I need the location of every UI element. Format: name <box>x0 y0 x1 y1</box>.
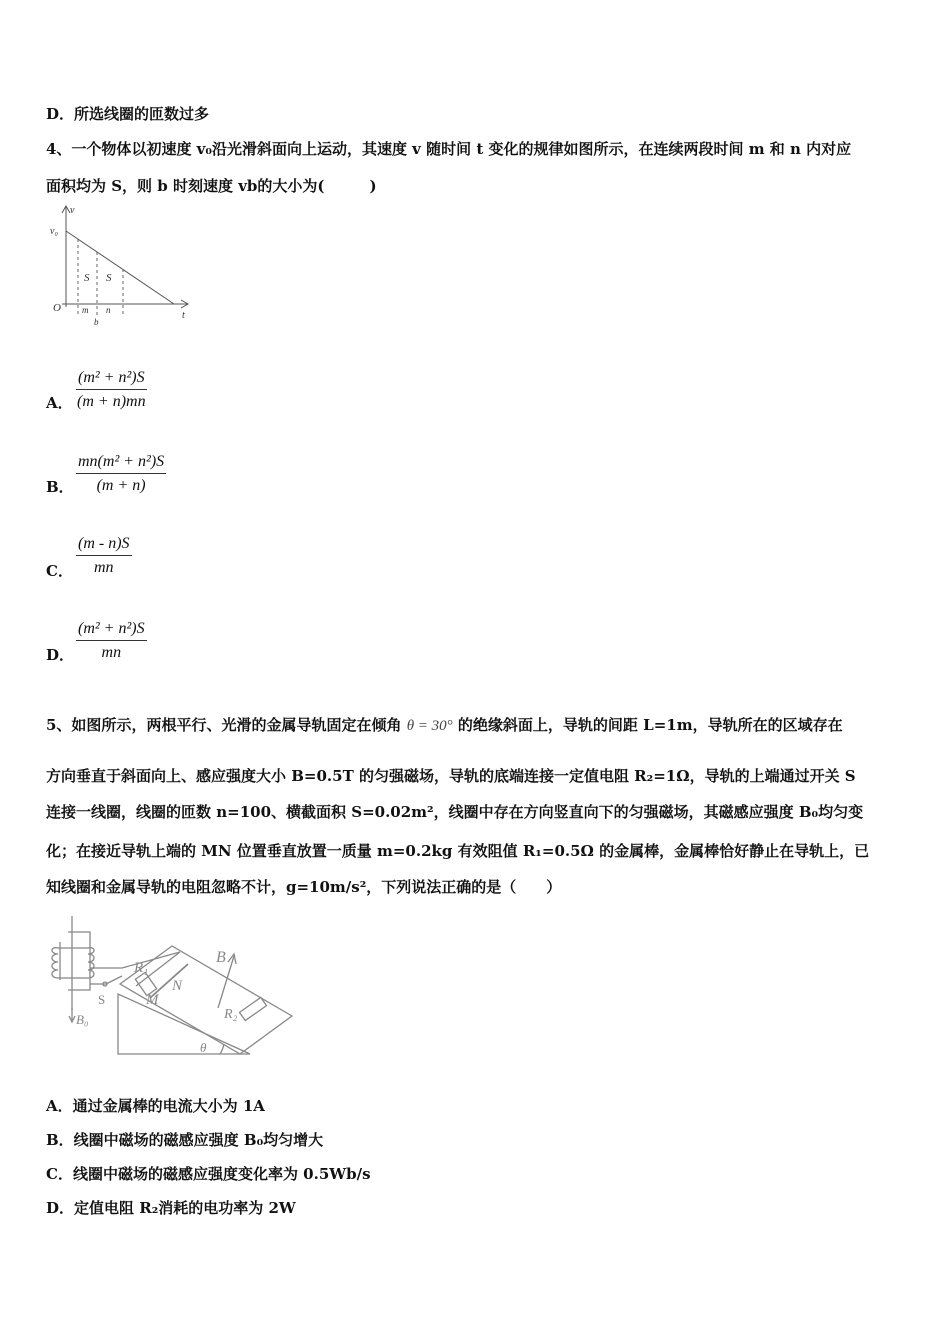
q5-option-b: B．线圈中磁场的磁感应强度 B₀均匀增大 <box>46 1131 324 1149</box>
q4-vt-graph <box>48 203 198 328</box>
q4-option-c-label: C． <box>46 562 73 580</box>
q3-option-d: D．所选线圈的匝数过多 <box>46 105 210 123</box>
area-s2-label: S <box>106 272 112 284</box>
theta-expression: θ = 30° <box>406 718 453 734</box>
q4-option-b-label: B． <box>46 478 74 496</box>
axis-t-label: t <box>182 310 185 321</box>
q5-stem-line4: 化；在接近导轨上端的 MN 位置垂直放置一质量 m=0.2kg 有效阻值 R₁=0.5Ω 的金属棒，金属棒恰好静止在导轨上，已 <box>46 842 870 860</box>
v0-label: v₀ <box>50 226 58 237</box>
q4-option-a-numerator: (m² + n²)S <box>76 369 147 390</box>
q4-option-b-formula <box>76 453 166 495</box>
q4-stem-line2: 面积均为 S，则 b 时刻速度 vb的大小为( ) <box>46 177 377 195</box>
q4-option-a-denominator: (m + n)mn <box>77 393 146 410</box>
q5-option-d: D．定值电阻 R₂消耗的电功率为 2W <box>46 1199 296 1217</box>
q4-option-d-formula <box>76 620 147 662</box>
origin-label: O <box>53 302 61 314</box>
b0-label: B₀ <box>76 1012 89 1027</box>
q4-option-d-denominator: mn <box>101 644 122 661</box>
r1-label: R₁ <box>134 960 149 976</box>
b-label: b <box>94 317 99 327</box>
n-point-label: N <box>172 978 183 994</box>
q4-option-d-label: D． <box>46 646 75 664</box>
q4-option-b-denominator: (m + n) <box>96 477 146 494</box>
q4-option-c-denominator: mn <box>93 559 114 576</box>
q4-option-c-numerator: (m - n)S <box>76 535 132 556</box>
axis-v-label: v <box>70 205 75 216</box>
n-label: n <box>106 305 111 315</box>
q4-option-a-label: A． <box>46 394 73 412</box>
q5-stem-line5: 知线圈和金属导轨的电阻忽略不计，g=10m/s²，下列说法正确的是（ ） <box>46 878 562 896</box>
q5-stem-line2: 方向垂直于斜面向上、感应强度大小 B=0.5T 的匀强磁场，导轨的底端连接一定值电阻 R₂=1Ω，导轨的上端通过开关 S <box>46 767 856 785</box>
q5-option-c: C．线圈中磁场的磁感应强度变化率为 0.5Wb/s <box>46 1165 371 1183</box>
q4-option-b-numerator: mn(m² + n²)S <box>76 453 166 474</box>
q4-stem-line1: 4、一个物体以初速度 v₀沿光滑斜面向上运动，其速度 v 随时间 t 变化的规律如图所示，在连续两段时间 m 和 n 内对应 <box>46 140 852 158</box>
r2-label: R₂ <box>224 1007 238 1022</box>
q4-option-d-numerator: (m² + n²)S <box>76 620 147 641</box>
theta-label: θ <box>200 1040 207 1055</box>
m-point-label: M <box>146 992 159 1008</box>
q5-stem-line1-a: 5、如图所示，两根平行、光滑的金属导轨固定在倾角 <box>46 716 402 734</box>
q5-stem-line1-b: 的绝缘斜面上，导轨的间距 L=1m，导轨所在的区域存在 <box>457 716 843 734</box>
q5-circuit-figure <box>40 912 300 1062</box>
q4-option-c-formula <box>76 535 132 577</box>
q5-stem-line3: 连接一线圈，线圈的匝数 n=100、横截面积 S=0.02m²，线圈中存在方向竖直向下的匀强磁场，其磁感应强度 B₀均匀变 <box>46 803 864 821</box>
q4-option-a-formula <box>76 369 147 411</box>
q5-stem-line1 <box>46 714 843 735</box>
switch-label: S <box>98 992 106 1007</box>
m-label: m <box>82 305 89 315</box>
area-s1-label: S <box>84 272 90 284</box>
b-field-label: B <box>216 949 226 966</box>
q5-option-a: A．通过金属棒的电流大小为 1A <box>46 1097 265 1115</box>
